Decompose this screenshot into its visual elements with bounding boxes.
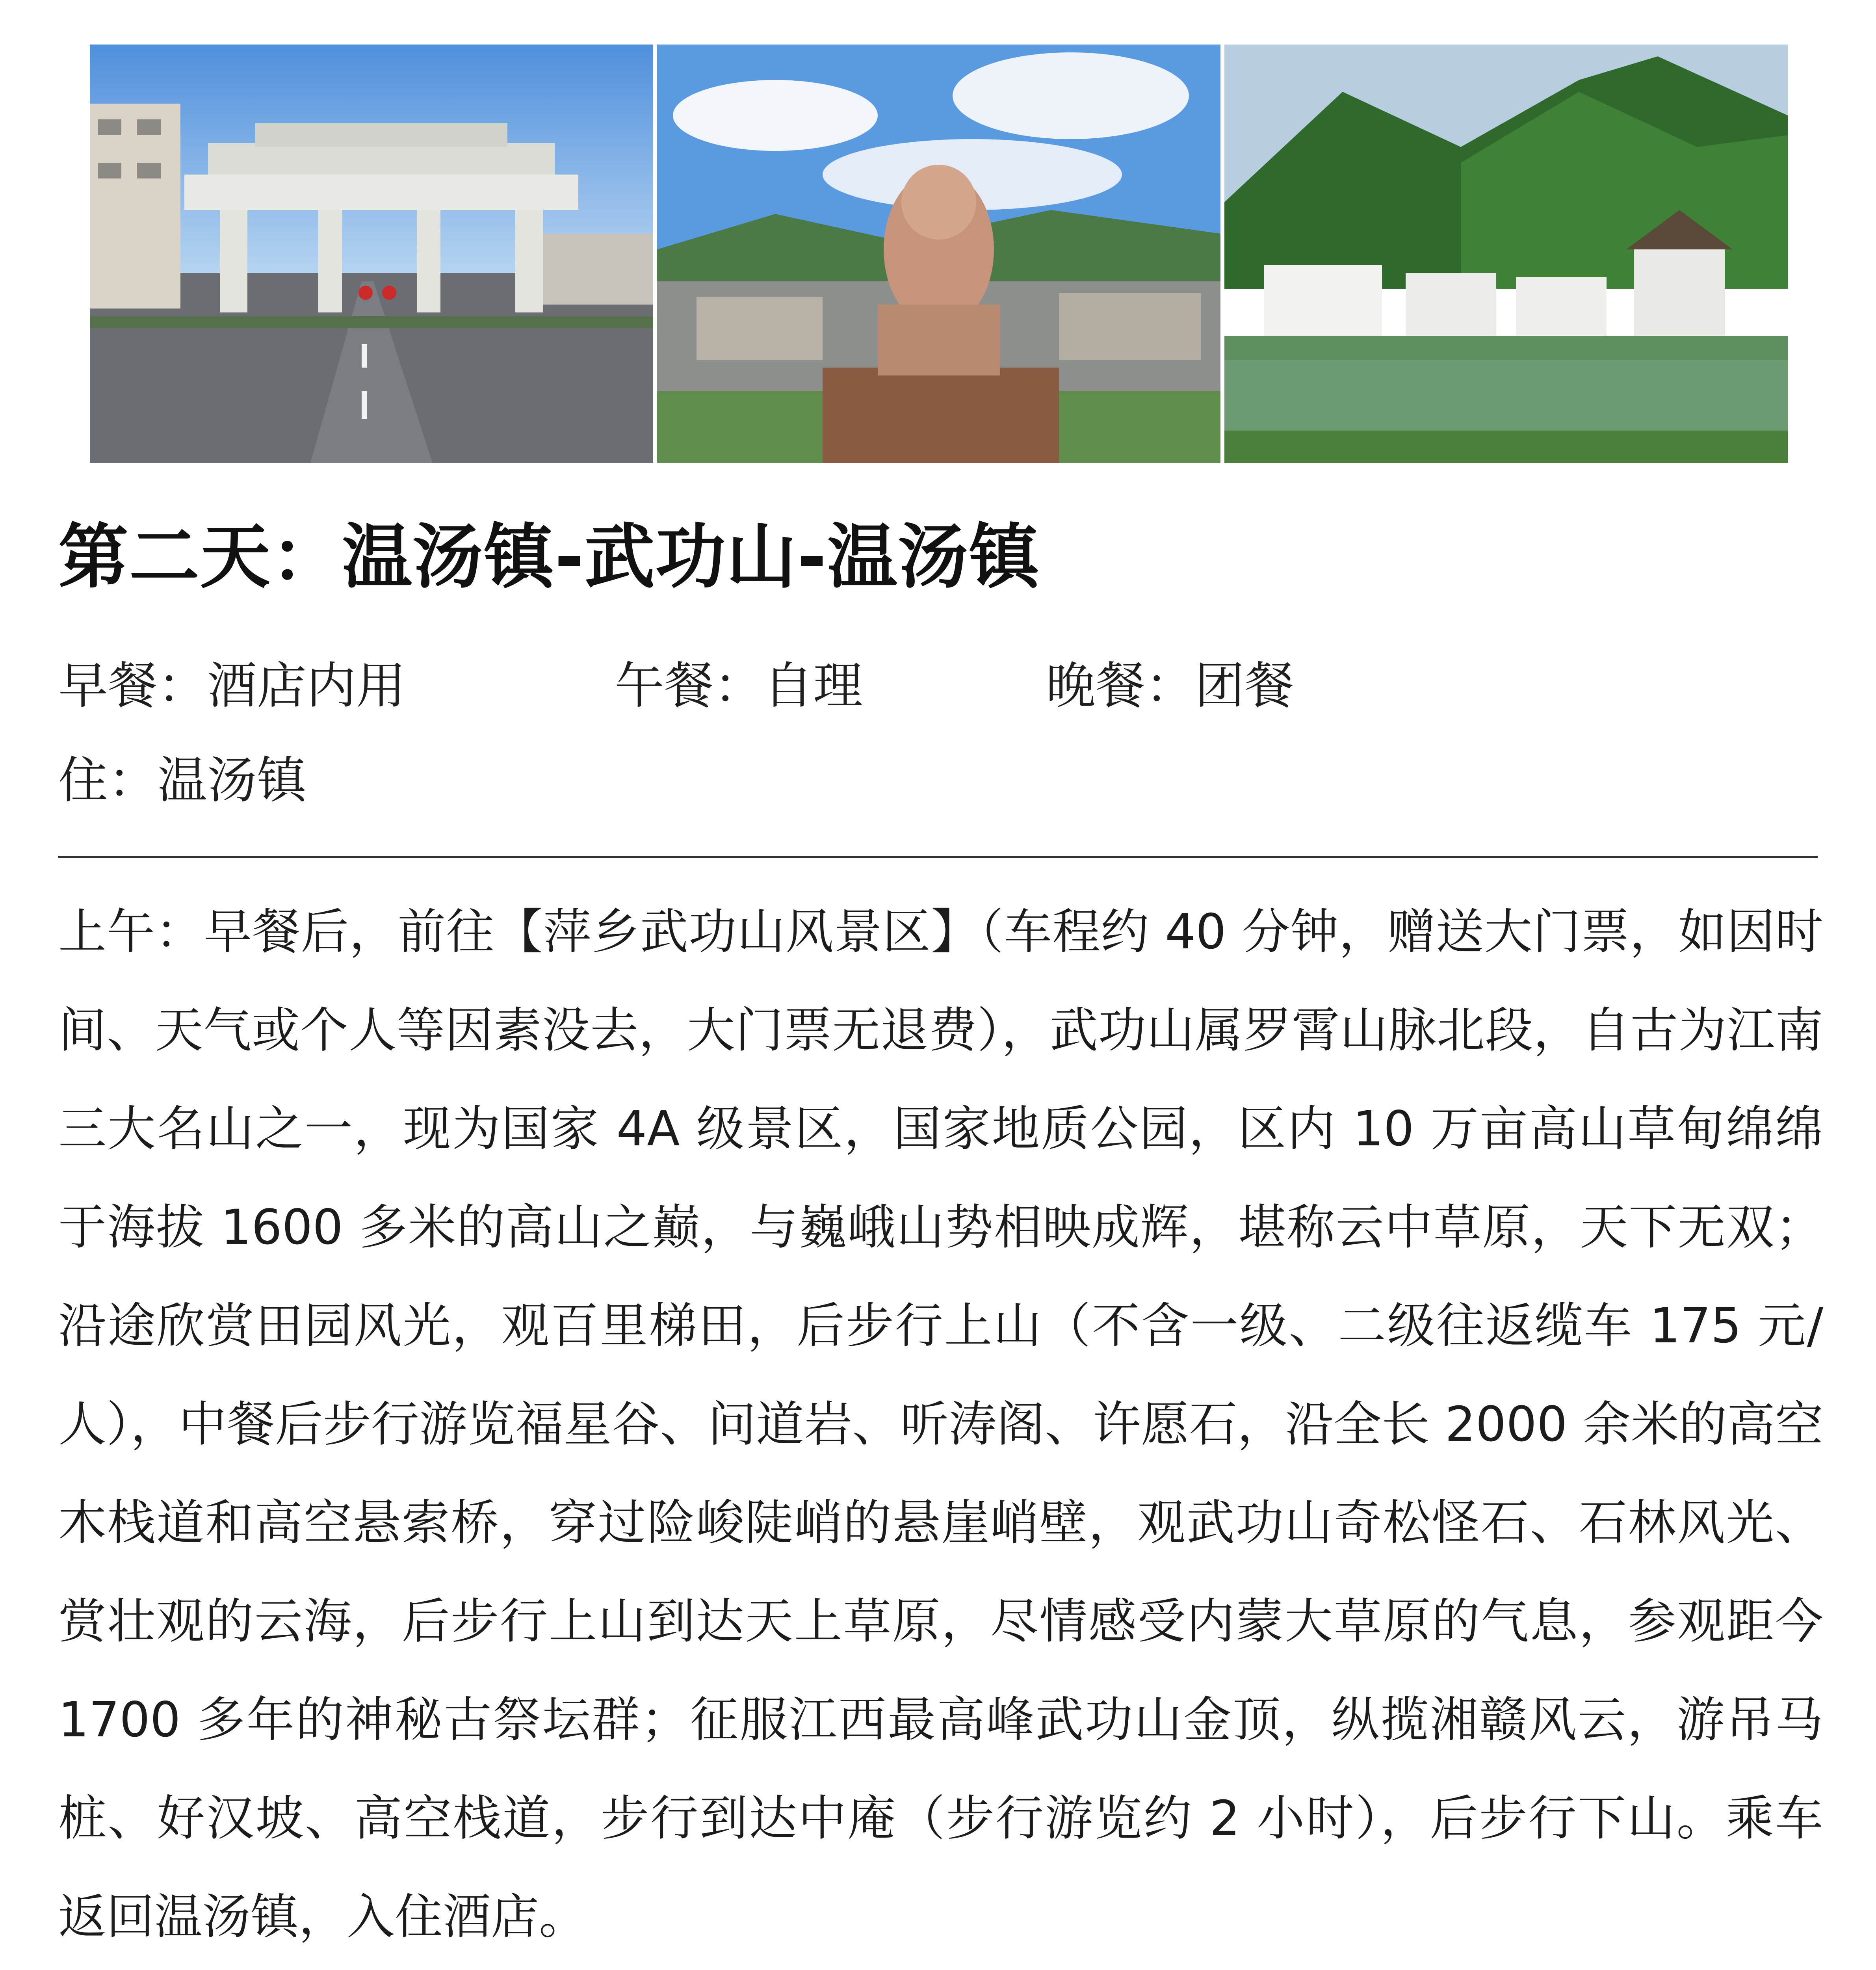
town-gate-photo	[90, 45, 653, 463]
day-title: 第二天：温汤镇-武功山-温汤镇	[58, 516, 1040, 598]
hotel-info	[58, 1968, 1823, 1970]
breakfast-info: 早餐：酒店内用	[58, 657, 406, 715]
dinner-info: 晚餐：团餐	[1046, 657, 1294, 715]
stay-info: 住：温汤镇	[58, 751, 306, 809]
section-divider	[58, 856, 1818, 858]
lakeside-hotel-photo	[1224, 45, 1788, 463]
buddha-statue-photo	[657, 45, 1220, 463]
morning-itinerary: 上午：早餐后，前往【萍乡武功山风景区】（车程约 40 分钟，赠送大门票，如因时间、天气或个人等因素没去，大门票无退费），武功山属罗霄山脉北段，自古为江南三大名山之一，现为国家 4A 级景区，国家地质公园，区内 10 万亩高山草甸绵绵于海拔 1600 多米的高山之巅，与巍峨山势相映成辉，堪称云中草原，天下无双；沿途欣赏田园风光，观百里梯田，后步行上山（不含一级、二级往返缆车 175 元/人），中餐后步行游览福星谷、问道岩、听涛阁、许愿石，沿全长 2000 余米的高空木栈道和高空悬索桥，穿过险峻陡峭的悬崖峭壁，观武功山奇松怪石、石林风光、赏壮观的云海，后步行上山到达天上草原，尽情感受内蒙大草原的气息，参观距今 1700 多年的神秘古祭坛群；征服江西最高峰武功山金顶，纵揽湘赣风云，游吊马桩、好汉坡、高空栈道，步行到达中庵（步行游览约 2 小时），后步行下山。乘车返回温汤镇，入住酒店。	[58, 904, 1823, 1945]
lunch-info: 午餐：自理	[615, 657, 863, 715]
